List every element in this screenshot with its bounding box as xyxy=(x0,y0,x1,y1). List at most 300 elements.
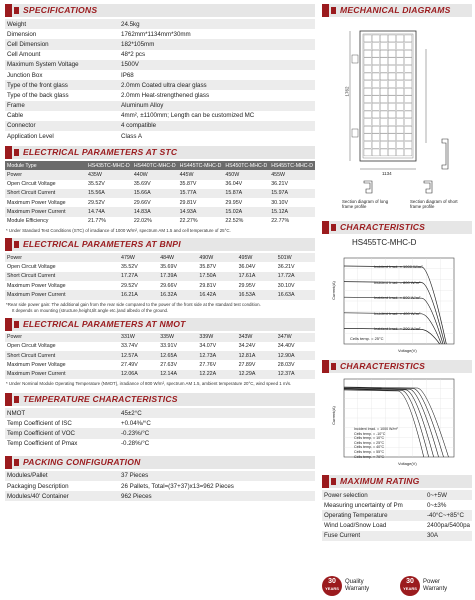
table-cell: Short Circuit Current xyxy=(5,351,119,360)
right-column xyxy=(322,0,472,541)
temperature-chart-svg xyxy=(322,375,472,467)
table-cell: Dimension xyxy=(5,29,119,39)
table-cell: Modules/40' Container xyxy=(5,491,119,501)
solar-cell xyxy=(388,73,395,80)
table-header-cell: HS445TC-MHC-D xyxy=(179,162,222,169)
table-row xyxy=(5,262,315,271)
table-cell: Connector xyxy=(5,121,119,131)
table-row xyxy=(5,481,315,491)
solar-cell xyxy=(364,134,371,141)
chart2-legend-item: Cells temp. = 70°C xyxy=(354,454,385,459)
quality-warranty-text xyxy=(345,579,369,593)
table-cell: 45±2°C xyxy=(119,408,315,418)
iv-chart-irradiance xyxy=(322,236,472,358)
table-cell: 35.69V xyxy=(158,262,197,271)
solar-cell xyxy=(380,141,387,148)
solar-cell xyxy=(364,126,371,133)
chart1-ylabel: Current(A) xyxy=(330,281,336,300)
table-cell: Type of the front glass xyxy=(5,80,119,90)
chart2-ylabel: Current(A) xyxy=(330,406,336,425)
table-cell: 36.04V xyxy=(237,262,276,271)
table-cell: 22.27% xyxy=(178,217,224,226)
label-box xyxy=(352,55,358,63)
solar-cell xyxy=(372,81,379,88)
mechanical-header xyxy=(322,4,472,17)
table-row xyxy=(5,439,315,449)
table-cell: 12.65A xyxy=(158,351,197,360)
solar-cell xyxy=(396,119,403,126)
table-cell: Modules/Pallet xyxy=(5,471,119,481)
table-cell: 435W xyxy=(86,170,132,179)
solar-cell xyxy=(388,58,395,65)
solar-cell xyxy=(396,111,403,118)
solar-cell xyxy=(380,119,387,126)
table-row xyxy=(5,290,315,299)
table-cell: 35.69V xyxy=(132,180,178,189)
power-warranty-badge xyxy=(400,576,420,596)
table-cell: IP68 xyxy=(119,70,315,80)
mechanical-drawing xyxy=(322,19,472,179)
table-cell: 35.87V xyxy=(197,262,236,271)
solar-cell xyxy=(372,88,379,95)
solar-cell xyxy=(380,58,387,65)
table-cell: 15.02A xyxy=(223,207,269,216)
table-row xyxy=(5,29,315,39)
table-cell: Type of the back glass xyxy=(5,90,119,100)
height-dimension: 1762 xyxy=(344,86,350,97)
table-cell: 495W xyxy=(237,253,276,262)
section-marker-icon xyxy=(322,475,329,488)
solar-cell xyxy=(380,50,387,57)
solar-cell xyxy=(388,119,395,126)
solar-cell xyxy=(372,149,379,156)
nmot-table xyxy=(5,333,315,379)
section-marker-icon xyxy=(5,393,12,406)
section-marker-icon xyxy=(322,360,329,373)
short-frame-profile xyxy=(424,181,432,193)
table-cell: Cable xyxy=(5,111,119,121)
panel-drawing-svg xyxy=(322,19,472,179)
table-row xyxy=(322,521,472,531)
table-cell: 22.77% xyxy=(269,217,315,226)
table-cell: 16.63A xyxy=(276,290,315,299)
table-cell: 343W xyxy=(237,333,276,342)
solar-cell xyxy=(396,88,403,95)
solar-cell xyxy=(405,134,412,141)
maximum-rating-title: MAXIMUM RATING xyxy=(340,476,420,486)
table-header-cell: HS455TC-MHC-D xyxy=(271,162,313,169)
table-row xyxy=(5,408,315,418)
table-cell: 28.03V xyxy=(276,360,315,369)
section-marker-icon xyxy=(331,224,336,231)
table-cell: 21.77% xyxy=(86,217,132,226)
table-cell: 17.72A xyxy=(276,272,315,281)
solar-cell xyxy=(372,96,379,103)
chart2-legend-item: Cells temp. = -10°C xyxy=(354,431,386,436)
table-cell: Application Level xyxy=(5,131,119,141)
table-cell: 14.93A xyxy=(178,207,224,216)
table-cell: 331W xyxy=(119,333,158,342)
table-cell: 12.90A xyxy=(276,351,315,360)
model-label: HS455TC-MHC-D xyxy=(352,238,417,247)
solar-cell xyxy=(364,73,371,80)
section-marker-icon xyxy=(14,149,19,156)
quality-label: Quality xyxy=(345,579,364,585)
table-cell: 14.74A xyxy=(86,207,132,216)
table-cell: Module Efficiency xyxy=(5,217,86,226)
table-cell: 36.21V xyxy=(276,262,315,271)
table-cell: 16.21A xyxy=(119,290,158,299)
table-cell: Open Circuit Voltage xyxy=(5,342,119,351)
table-cell: 4 compatible xyxy=(119,121,315,131)
table-cell: 36.04V xyxy=(223,180,269,189)
solar-cell xyxy=(388,103,395,110)
quality-warranty-label: Warranty xyxy=(345,586,370,592)
table-cell: 0~+5W xyxy=(425,490,472,500)
section-marker-icon xyxy=(14,241,19,248)
table-cell: Power xyxy=(5,333,119,342)
table-cell: Open Circuit Voltage xyxy=(5,180,86,189)
table-row xyxy=(5,342,315,351)
table-cell: 16.53A xyxy=(237,290,276,299)
stc-header xyxy=(5,146,315,159)
chart1-legend-item: Incident Irrad. = 600 W/m² xyxy=(374,295,421,301)
stc-table xyxy=(5,161,315,226)
section-marker-icon xyxy=(14,459,19,466)
solar-cell xyxy=(388,50,395,57)
table-cell: Maximum System Voltage xyxy=(5,60,119,70)
table-cell: 484W xyxy=(158,253,197,262)
table-cell: -0.28%/°C xyxy=(119,439,315,449)
table-cell: 29.52V xyxy=(119,281,158,290)
solar-cell xyxy=(372,50,379,57)
table-row xyxy=(5,170,315,179)
table-cell: 29.95V xyxy=(223,198,269,207)
solar-cell xyxy=(396,58,403,65)
table-cell: 35.52V xyxy=(86,180,132,189)
table-row xyxy=(322,490,472,500)
solar-cell xyxy=(405,65,412,72)
section-marker-icon xyxy=(331,363,336,370)
table-cell: Operating Temperature xyxy=(322,510,425,520)
table-row xyxy=(5,189,315,198)
chart1-xlabel: Voltage(V) xyxy=(398,348,417,353)
solar-cell xyxy=(372,126,379,133)
solar-cell xyxy=(380,103,387,110)
nmot-header xyxy=(5,318,315,331)
bnpi-note xyxy=(6,302,315,314)
table-row xyxy=(5,360,315,369)
solar-cell xyxy=(405,81,412,88)
table-cell: 14.83A xyxy=(132,207,178,216)
table-cell: 450W xyxy=(223,170,269,179)
table-cell: 12.29A xyxy=(237,370,276,379)
table-cell: Junction Box xyxy=(5,70,119,80)
solar-cell xyxy=(372,65,379,72)
table-cell: 501W xyxy=(276,253,315,262)
table-cell: Temp Coefficient of ISC xyxy=(5,418,119,428)
table-cell: 16.42A xyxy=(197,290,236,299)
bnpi-header xyxy=(5,238,315,251)
table-cell: 15.77A xyxy=(178,189,224,198)
table-cell: Maximum Power Current xyxy=(5,370,119,379)
solar-cell xyxy=(364,119,371,126)
chart2-legend-item: Cells temp. = 25°C xyxy=(354,440,385,445)
table-cell: 15.56A xyxy=(86,189,132,198)
solar-cell xyxy=(405,103,412,110)
table-cell: 12.14A xyxy=(158,370,197,379)
table-cell: Temp Coefficient of Pmax xyxy=(5,439,119,449)
table-cell: 34.24V xyxy=(237,342,276,351)
table-row xyxy=(5,351,315,360)
table-cell: 16.32A xyxy=(158,290,197,299)
solar-cell xyxy=(364,43,371,50)
table-cell: 26 Pallets, Total=(37+37)x13=962 Pieces xyxy=(119,481,315,491)
table-cell: 35.52V xyxy=(119,262,158,271)
table-cell: 12.73A xyxy=(197,351,236,360)
power-warranty-text xyxy=(423,579,447,593)
solar-cell xyxy=(380,43,387,50)
table-cell: 1762mm*1134mm*30mm xyxy=(119,29,315,39)
table-row xyxy=(322,531,472,541)
table-cell: 440W xyxy=(132,170,178,179)
characteristics-title-2: CHARACTERISTICS xyxy=(340,361,426,371)
table-row xyxy=(5,121,315,131)
table-cell: 22.02% xyxy=(132,217,178,226)
table-header-cell: HS450TC-MHC-D xyxy=(225,162,268,169)
solar-cell xyxy=(405,43,412,50)
bnpi-title: ELECTRICAL PARAMETERS AT BNPI xyxy=(23,239,181,250)
table-cell: 445W xyxy=(178,170,224,179)
chart2-legend-item: Cells temp. = 10°C xyxy=(354,436,385,441)
section-marker-icon xyxy=(5,318,12,331)
table-cell: Wind Load/Snow Load xyxy=(322,521,425,531)
solar-cell xyxy=(380,134,387,141)
solar-cell xyxy=(405,119,412,126)
solar-cell xyxy=(405,149,412,156)
table-cell: 2.0mm Heat-strengthened glass xyxy=(119,90,315,100)
solar-cell xyxy=(372,111,379,118)
table-cell: -0.23%/°C xyxy=(119,428,315,438)
table-cell: 35.87V xyxy=(178,180,224,189)
width-dimension: 1134 xyxy=(382,171,392,176)
table-cell: 4mm², ±1100mm; Length can be customized MC xyxy=(119,111,315,121)
table-header-row xyxy=(5,161,315,170)
solar-cell xyxy=(405,58,412,65)
solar-cell xyxy=(405,88,412,95)
table-row xyxy=(322,510,472,520)
table-cell: -40°C~+85°C xyxy=(425,510,472,520)
table-cell: 17.39A xyxy=(158,272,197,281)
table-cell: +0.04%/°C xyxy=(119,418,315,428)
solar-cell xyxy=(372,141,379,148)
solar-cell xyxy=(396,35,403,42)
solar-cell xyxy=(372,119,379,126)
table-cell: 27.89V xyxy=(237,360,276,369)
label-box xyxy=(352,129,358,137)
table-cell: 34.40V xyxy=(276,342,315,351)
chart1-legend-item: Incident Irrad. = 800 W/m² xyxy=(374,279,421,285)
table-cell: 34.07V xyxy=(197,342,236,351)
table-cell: 29.66V xyxy=(132,198,178,207)
section-marker-icon xyxy=(14,7,19,14)
solar-cell xyxy=(388,96,395,103)
table-cell: Temp Coefficient of VOC xyxy=(5,428,119,438)
table-cell: 29.81V xyxy=(197,281,236,290)
temperature-header xyxy=(5,393,315,406)
table-cell: 22.52% xyxy=(223,217,269,226)
chart2-legend-item: Cells temp. = 55°C xyxy=(354,450,385,454)
table-cell: NMOT xyxy=(5,408,119,418)
quality-years: 30 xyxy=(328,578,336,585)
table-cell: 12.81A xyxy=(237,351,276,360)
solar-cell xyxy=(396,126,403,133)
solar-cell xyxy=(380,73,387,80)
table-cell: 15.12A xyxy=(269,207,315,216)
table-cell: Maximum Power Voltage xyxy=(5,360,119,369)
table-cell: 48*2 pcs xyxy=(119,50,315,60)
section-marker-icon xyxy=(322,221,329,234)
table-row xyxy=(5,272,315,281)
nmot-title: ELECTRICAL PARAMETERS AT NMOT xyxy=(23,318,186,329)
table-cell: 479W xyxy=(119,253,158,262)
section-marker-icon xyxy=(331,7,336,14)
table-cell: 30A xyxy=(425,531,472,541)
table-cell: 455W xyxy=(269,170,315,179)
table-cell: 1500V xyxy=(119,60,315,70)
solar-cell xyxy=(396,96,403,103)
table-cell: Measuring uncertainty of Pm xyxy=(322,500,425,510)
solar-cell xyxy=(388,149,395,156)
table-cell: 30.10V xyxy=(276,281,315,290)
solar-cell xyxy=(372,43,379,50)
chart2-xlabel: Voltage(V) xyxy=(398,461,417,466)
solar-cell xyxy=(396,43,403,50)
long-frame-profile xyxy=(364,181,372,193)
bnpi-table xyxy=(5,253,315,299)
solar-cell xyxy=(364,35,371,42)
solar-cell xyxy=(396,141,403,148)
table-cell: Open Circuit Voltage xyxy=(5,262,119,271)
table-cell: 0~±3% xyxy=(425,500,472,510)
quality-unit: YEARS xyxy=(325,586,339,591)
table-cell: 17.50A xyxy=(197,272,236,281)
solar-cell xyxy=(405,73,412,80)
solar-cell xyxy=(396,134,403,141)
table-cell: 182*105mm xyxy=(119,39,315,49)
solar-cell xyxy=(396,149,403,156)
specifications-header xyxy=(5,4,315,17)
table-row xyxy=(5,253,315,262)
power-unit: YEARS xyxy=(403,586,417,591)
quality-warranty xyxy=(322,576,369,596)
solar-cell xyxy=(364,141,371,148)
temperature-table xyxy=(5,408,315,449)
table-cell: Short Circuit Current xyxy=(5,272,119,281)
table-cell: Power selection xyxy=(322,490,425,500)
table-cell: 12.57A xyxy=(119,351,158,360)
table-cell: 29.95V xyxy=(237,281,276,290)
solar-cell xyxy=(380,65,387,72)
solar-cell xyxy=(380,81,387,88)
packing-header xyxy=(5,456,315,469)
solar-cell xyxy=(388,111,395,118)
solar-cell xyxy=(405,126,412,133)
section-marker-icon xyxy=(5,4,12,17)
table-row xyxy=(5,111,315,121)
solar-cell xyxy=(380,35,387,42)
table-row xyxy=(5,281,315,290)
solar-cell xyxy=(396,73,403,80)
chart1-legend-item: Incident Irrad. = 400 W/m² xyxy=(374,310,421,316)
table-cell: 12.37A xyxy=(276,370,315,379)
frame-profile-section xyxy=(322,179,472,219)
table-cell: Cell Amount xyxy=(5,50,119,60)
table-cell: 12.06A xyxy=(119,370,158,379)
solar-cell xyxy=(372,35,379,42)
table-cell: Power xyxy=(5,253,119,262)
solar-cell xyxy=(364,88,371,95)
section-marker-icon xyxy=(14,321,19,328)
table-row xyxy=(5,19,315,29)
table-cell: Packaging Description xyxy=(5,481,119,491)
solar-cell xyxy=(364,50,371,57)
solar-cell xyxy=(396,81,403,88)
table-row xyxy=(5,131,315,141)
table-cell: 17.27A xyxy=(119,272,158,281)
table-row xyxy=(5,207,315,216)
table-cell: 27.63V xyxy=(158,360,197,369)
table-cell: 37 Pieces xyxy=(119,471,315,481)
table-header-cell: Module Type xyxy=(5,161,86,170)
table-row xyxy=(322,500,472,510)
table-row xyxy=(5,418,315,428)
solar-cell xyxy=(364,96,371,103)
table-cell: Class A xyxy=(119,131,315,141)
solar-cell xyxy=(388,141,395,148)
iv-chart-temperature xyxy=(322,375,472,471)
solar-cell xyxy=(388,81,395,88)
solar-cell xyxy=(388,88,395,95)
frame-profiles-svg xyxy=(322,179,472,201)
table-cell: 36.21V xyxy=(269,180,315,189)
solar-cell xyxy=(396,50,403,57)
solar-cell xyxy=(405,35,412,42)
table-row xyxy=(5,198,315,207)
solar-cell xyxy=(372,58,379,65)
mechanical-title: MECHANICAL DIAGRAMS xyxy=(340,5,451,15)
solar-cell xyxy=(364,103,371,110)
table-row xyxy=(5,70,315,80)
power-years: 30 xyxy=(406,578,414,585)
bnpi-note-line2: It depends on mounting (structure,height,tilt angle etc.)and albedo of the ground. xyxy=(12,307,169,313)
solar-cell xyxy=(405,96,412,103)
nmot-note: * Under Nominal Module Operating Temperature (NMOT), irradiance of 800 W/m², spectrum AM 1.5, ambient temperature 20°C, wind speed 1 m/s. xyxy=(6,381,292,386)
table-cell: 15.97A xyxy=(269,189,315,198)
maximum-rating-table xyxy=(322,490,472,541)
table-row xyxy=(5,370,315,379)
chart2-legend-item: Incident Irrad. = 1000 W/m² xyxy=(354,427,398,431)
table-cell: 335W xyxy=(158,333,197,342)
table-cell: 29.81V xyxy=(178,198,224,207)
solar-cell xyxy=(372,73,379,80)
solar-cell xyxy=(372,134,379,141)
solar-cell xyxy=(388,65,395,72)
bnpi-note-line1: *Rear side power gain: The additional gain from the rear side compared to the power of the front side at the standard test condition. xyxy=(6,301,261,307)
table-cell: 30.10V xyxy=(269,198,315,207)
solar-cell xyxy=(380,96,387,103)
table-cell: 29.66V xyxy=(158,281,197,290)
